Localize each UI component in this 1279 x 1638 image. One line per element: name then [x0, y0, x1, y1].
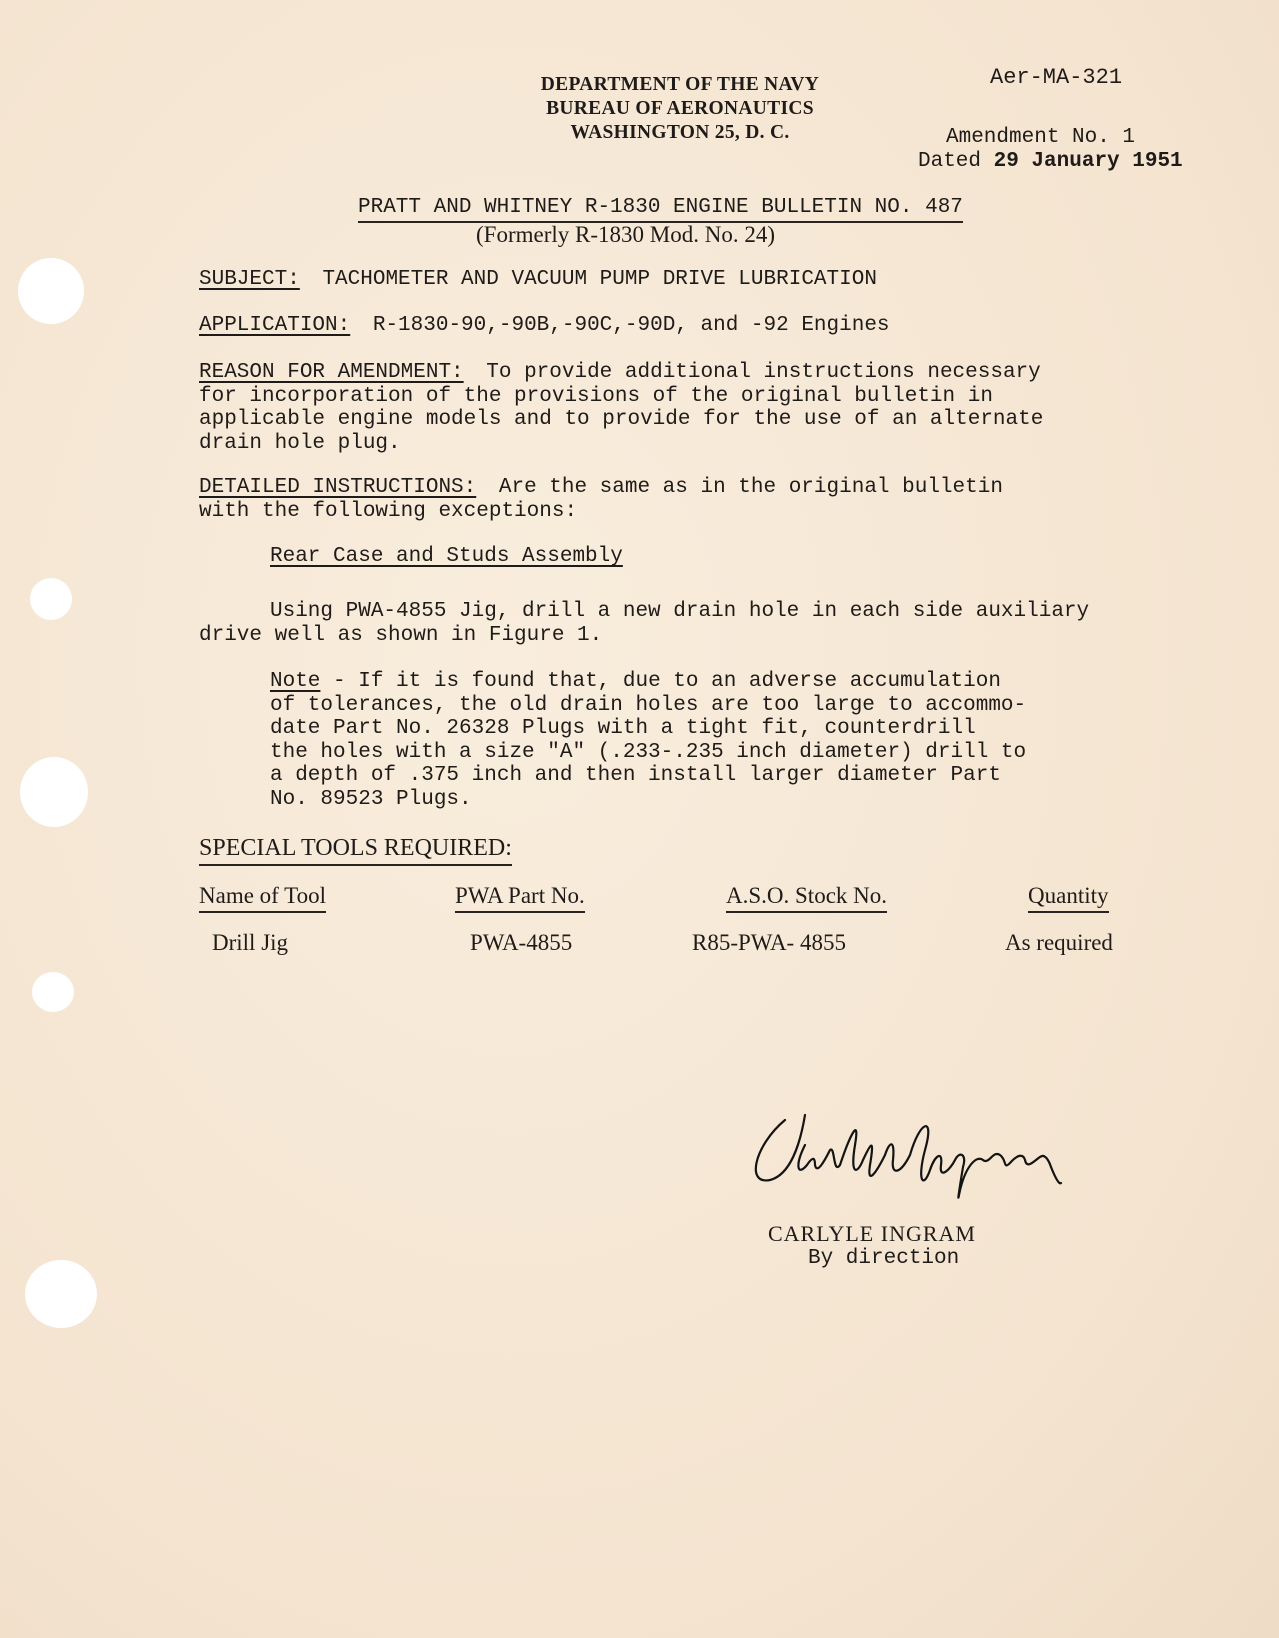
punch-hole — [32, 972, 74, 1012]
reason-block — [199, 361, 1043, 455]
doc-number: Aer-MA-321 — [990, 65, 1123, 90]
reason-text: To provide additional instructions necessary — [486, 361, 1041, 384]
punch-hole — [30, 578, 72, 620]
amendment-number: Amendment No. 1 — [946, 126, 1136, 149]
dated-prefix: Dated — [918, 150, 982, 173]
department-line: BUREAU OF AERONAUTICS — [546, 98, 814, 119]
subject-label: SUBJECT: — [199, 268, 300, 291]
column-header-aso-stock: A.S.O. Stock No. — [726, 883, 887, 913]
bulletin-title: PRATT AND WHITNEY R-1830 ENGINE BULLETIN NO. 487 — [358, 196, 963, 223]
application-line — [199, 314, 890, 338]
note-line: a depth of .375 inch and then install larger diameter Part — [270, 764, 1001, 787]
table-cell-quantity: As required — [1005, 930, 1113, 955]
reason-first-line — [199, 361, 1043, 385]
application-text: R-1830-90,-90B,-90C,-90D, and -92 Engines — [372, 314, 890, 337]
column-header-tool-name: Name of Tool — [199, 883, 326, 913]
signatory-title: By direction — [808, 1247, 960, 1270]
bulletin-subtitle: (Formerly R-1830 Mod. No. 24) — [476, 222, 775, 247]
punch-hole — [25, 1260, 97, 1328]
department-line: DEPARTMENT OF THE NAVY — [540, 74, 820, 95]
detailed-first-line — [199, 476, 1003, 500]
note-line: the holes with a size "A" (.233-.235 inch diameter) drill to — [270, 740, 1027, 764]
handwritten-signature — [745, 1105, 1085, 1220]
reason-line: drain hole plug. — [199, 431, 401, 455]
reason-line: for incorporation of the provisions of the original bulletin in — [199, 384, 993, 408]
reason-line: applicable engine models and to provide for the use of an alternate — [199, 408, 1044, 431]
section-heading: Rear Case and Studs Assembly — [270, 545, 623, 568]
column-header-quantity: Quantity — [1028, 883, 1109, 913]
detailed-line: with the following exceptions: — [199, 499, 578, 523]
paragraph-line: Using PWA-4855 Jig, drill a new drain hole in each side auxiliary — [270, 600, 1090, 623]
detailed-block — [199, 476, 1003, 523]
dated-line — [918, 150, 1183, 174]
dated-value: 29 January 1951 — [993, 150, 1183, 173]
note-first-line — [270, 670, 1026, 694]
note-line: No. 89523 Plugs. — [270, 787, 472, 811]
column-header-pwa-part: PWA Part No. — [455, 883, 585, 913]
subject-line — [199, 268, 877, 292]
department-line: WASHINGTON 25, D. C. — [570, 122, 790, 143]
reason-label: REASON FOR AMENDMENT: — [199, 361, 464, 384]
table-cell-aso-stock: R85-PWA- 4855 — [692, 930, 846, 955]
application-label: APPLICATION: — [199, 314, 351, 337]
signatory-name: CARLYLE INGRAM — [768, 1221, 976, 1246]
punch-hole — [20, 757, 88, 827]
subject-text: TACHOMETER AND VACUUM PUMP DRIVE LUBRICATION — [322, 268, 877, 291]
note-label: Note — [270, 670, 321, 693]
paragraph-line: drive well as shown in Figure 1. — [199, 623, 603, 647]
note-line: date Part No. 26328 Plugs with a tight fit, counterdrill — [270, 717, 976, 740]
note-text: - If it is found that, due to an adverse accumulation — [320, 670, 1001, 693]
section-paragraph — [199, 600, 1089, 647]
table-cell-tool-name: Drill Jig — [212, 930, 289, 955]
punch-hole — [18, 258, 84, 324]
note-line: of tolerances, the old drain holes are too large to accommo- — [270, 693, 1027, 717]
note-block — [270, 670, 1026, 811]
tools-heading: SPECIAL TOOLS REQUIRED: — [199, 835, 512, 866]
detailed-text: Are the same as in the original bulletin — [498, 476, 1003, 499]
detailed-label: DETAILED INSTRUCTIONS: — [199, 476, 477, 499]
department-block — [500, 73, 860, 145]
table-cell-pwa-part: PWA-4855 — [470, 930, 573, 955]
